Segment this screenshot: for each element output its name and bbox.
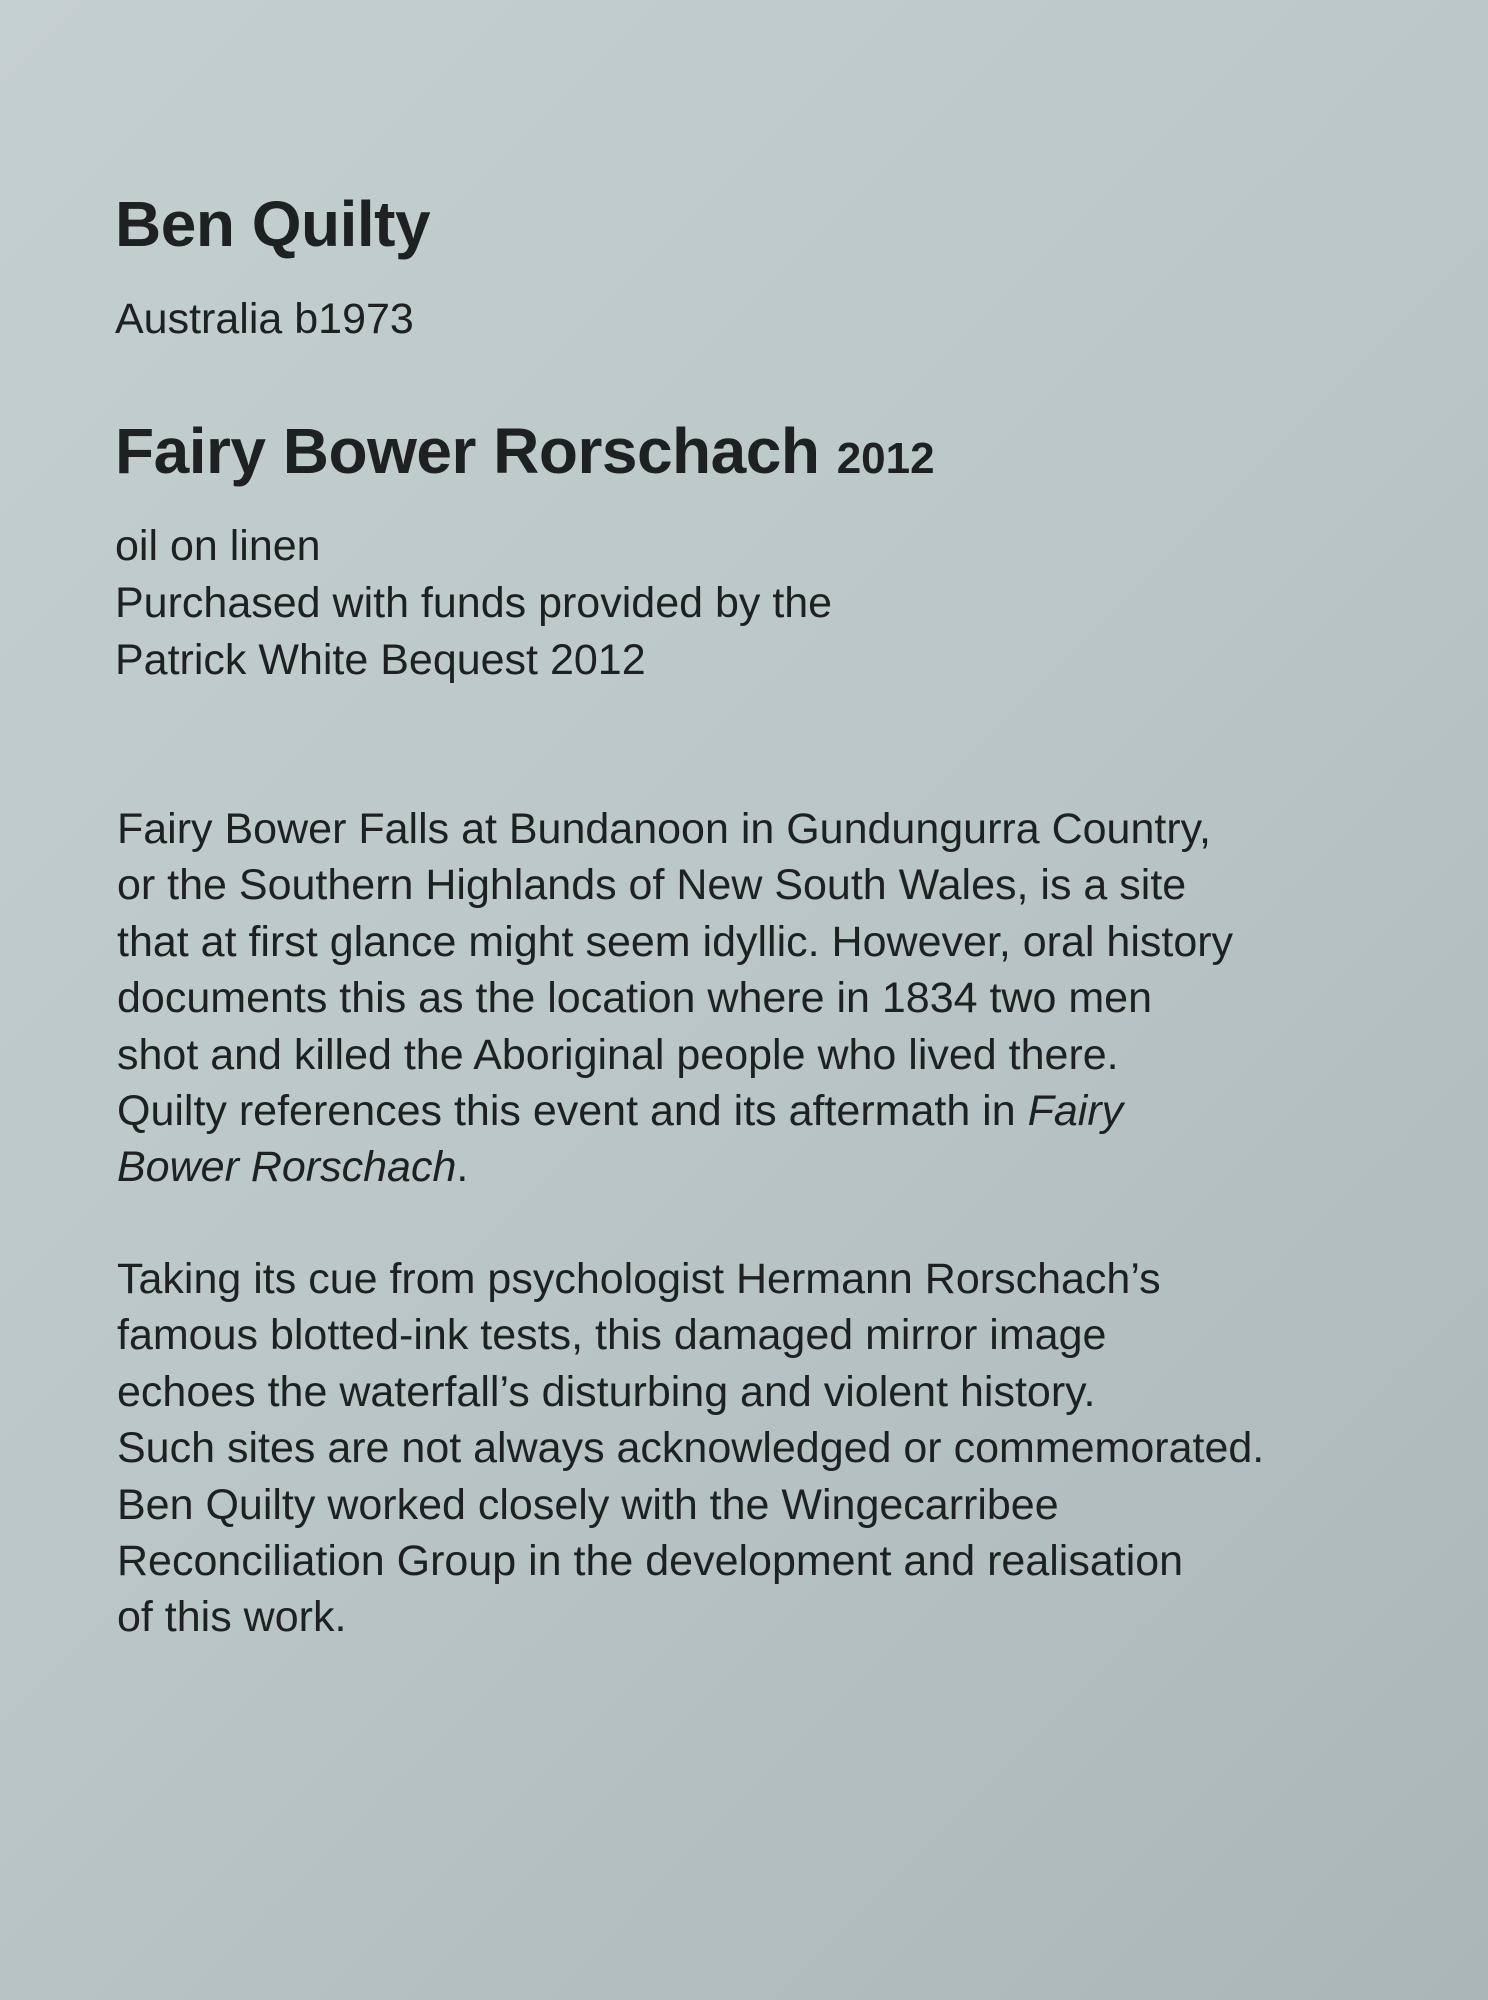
paragraph-2-line-3: echoes the waterfall’s disturbing and violent history. <box>117 1367 1096 1416</box>
paragraph-1-line-2: or the Southern Highlands of New South Wales, is a site <box>117 861 1187 910</box>
paragraph-2-line-2: famous blotted-ink tests, this damaged mirror image <box>117 1311 1107 1360</box>
paragraph-2-line-6: Reconciliation Group in the development and realisation <box>117 1537 1184 1586</box>
paragraph-1-line-4: documents this as the location where in 1834 two men <box>117 974 1152 1023</box>
paragraph-1-line-6 <box>117 1083 1233 1139</box>
artwork-details <box>115 518 832 689</box>
paragraph-1-line-1: Fairy Bower Falls at Bundanoon in Gundungurra Country, <box>117 805 1211 853</box>
paragraph-2-line-4: Such sites are not always acknowledged or commemorated. <box>117 1424 1265 1473</box>
credit-line-2: Patrick White Bequest 2012 <box>115 636 646 684</box>
artwork-medium: oil on linen <box>115 522 321 570</box>
paragraph-2-line-1: Taking its cue from psychologist Hermann Rorschach’s <box>117 1255 1161 1303</box>
description-paragraph-1 <box>117 801 1233 1196</box>
paragraph-2-line-5: Ben Quilty worked closely with the Wingecarribee <box>117 1480 1059 1529</box>
paragraph-2-line-7: of this work. <box>117 1593 347 1642</box>
artwork-title-italic-1: Fairy <box>1027 1087 1124 1136</box>
credit-line-1: Purchased with funds provided by the <box>115 579 833 627</box>
paragraph-1-line-6-text: Quilty references this event and its aftermath in <box>117 1087 1028 1136</box>
artwork-year: 2012 <box>836 434 935 483</box>
artwork-title <box>115 415 935 489</box>
artwork-title-text: Fairy Bower Rorschach <box>115 415 820 487</box>
paragraph-1-line-3: that at first glance might seem idyllic. However, oral history <box>117 917 1234 966</box>
artist-name: Ben Quilty <box>115 188 431 260</box>
description-paragraph-2 <box>117 1251 1264 1646</box>
paragraph-1-line-7 <box>117 1139 1233 1195</box>
artist-origin: Australia b1973 <box>115 295 414 343</box>
paragraph-1-line-5: shot and killed the Aboriginal people who lived there. <box>117 1030 1119 1079</box>
artwork-title-italic-2: Bower Rorschach <box>117 1143 457 1192</box>
paragraph-1-line-7-end: . <box>456 1143 469 1192</box>
